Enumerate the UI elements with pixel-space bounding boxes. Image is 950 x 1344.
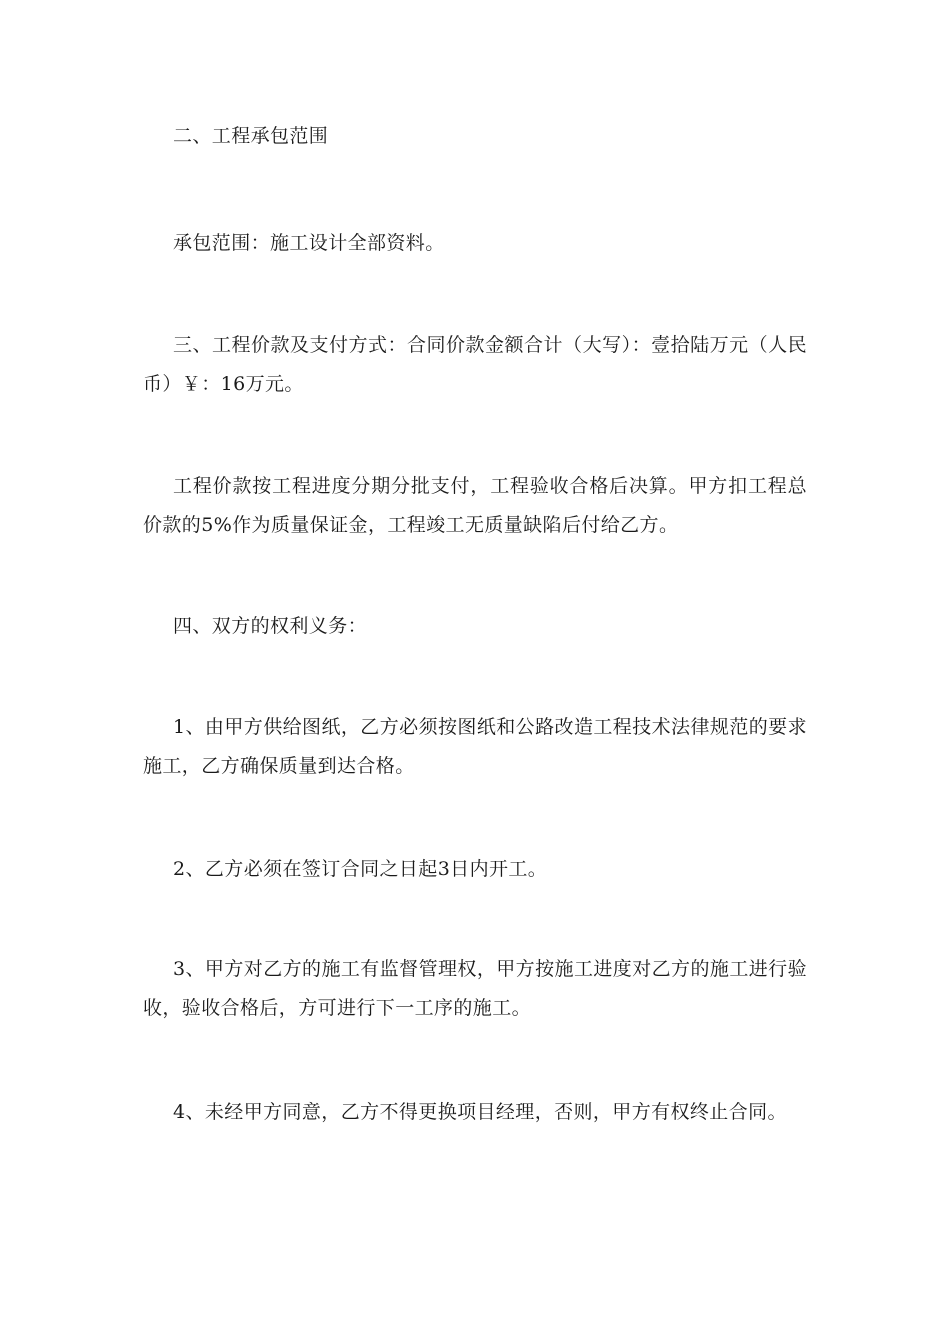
clause-3: 3、甲方对乙方的施工有监督管理权，甲方按施工进度对乙方的施工进行验收，验收合格后，方可进行下一工序的施工。: [143, 958, 807, 1019]
clause-1: 1、由甲方供给图纸，乙方必须按图纸和公路改造工程技术法律规范的要求施工，乙方确保质量到达合格。: [143, 716, 807, 777]
section-heading-scope: 二、工程承包范围: [173, 125, 329, 147]
section-heading-rights: 四、双方的权利义务：: [173, 615, 368, 637]
clause-4: 4、未经甲方同意，乙方不得更换项目经理，否则，甲方有权终止合同。: [173, 1101, 787, 1123]
paragraph-payment: 工程价款按工程进度分期分批支付，工程验收合格后决算。甲方扣工程总价款的5%作为质量保证金，工程竣工无质量缺陷后付给乙方。: [143, 475, 807, 536]
section-heading-price: 三、工程价款及支付方式：合同价款金额合计（大写）：壹拾陆万元（人民币）￥：16万元。: [143, 334, 807, 395]
paragraph-scope: 承包范围：施工设计全部资料。: [173, 232, 445, 254]
clause-2: 2、乙方必须在签订合同之日起3日内开工。: [173, 858, 548, 880]
